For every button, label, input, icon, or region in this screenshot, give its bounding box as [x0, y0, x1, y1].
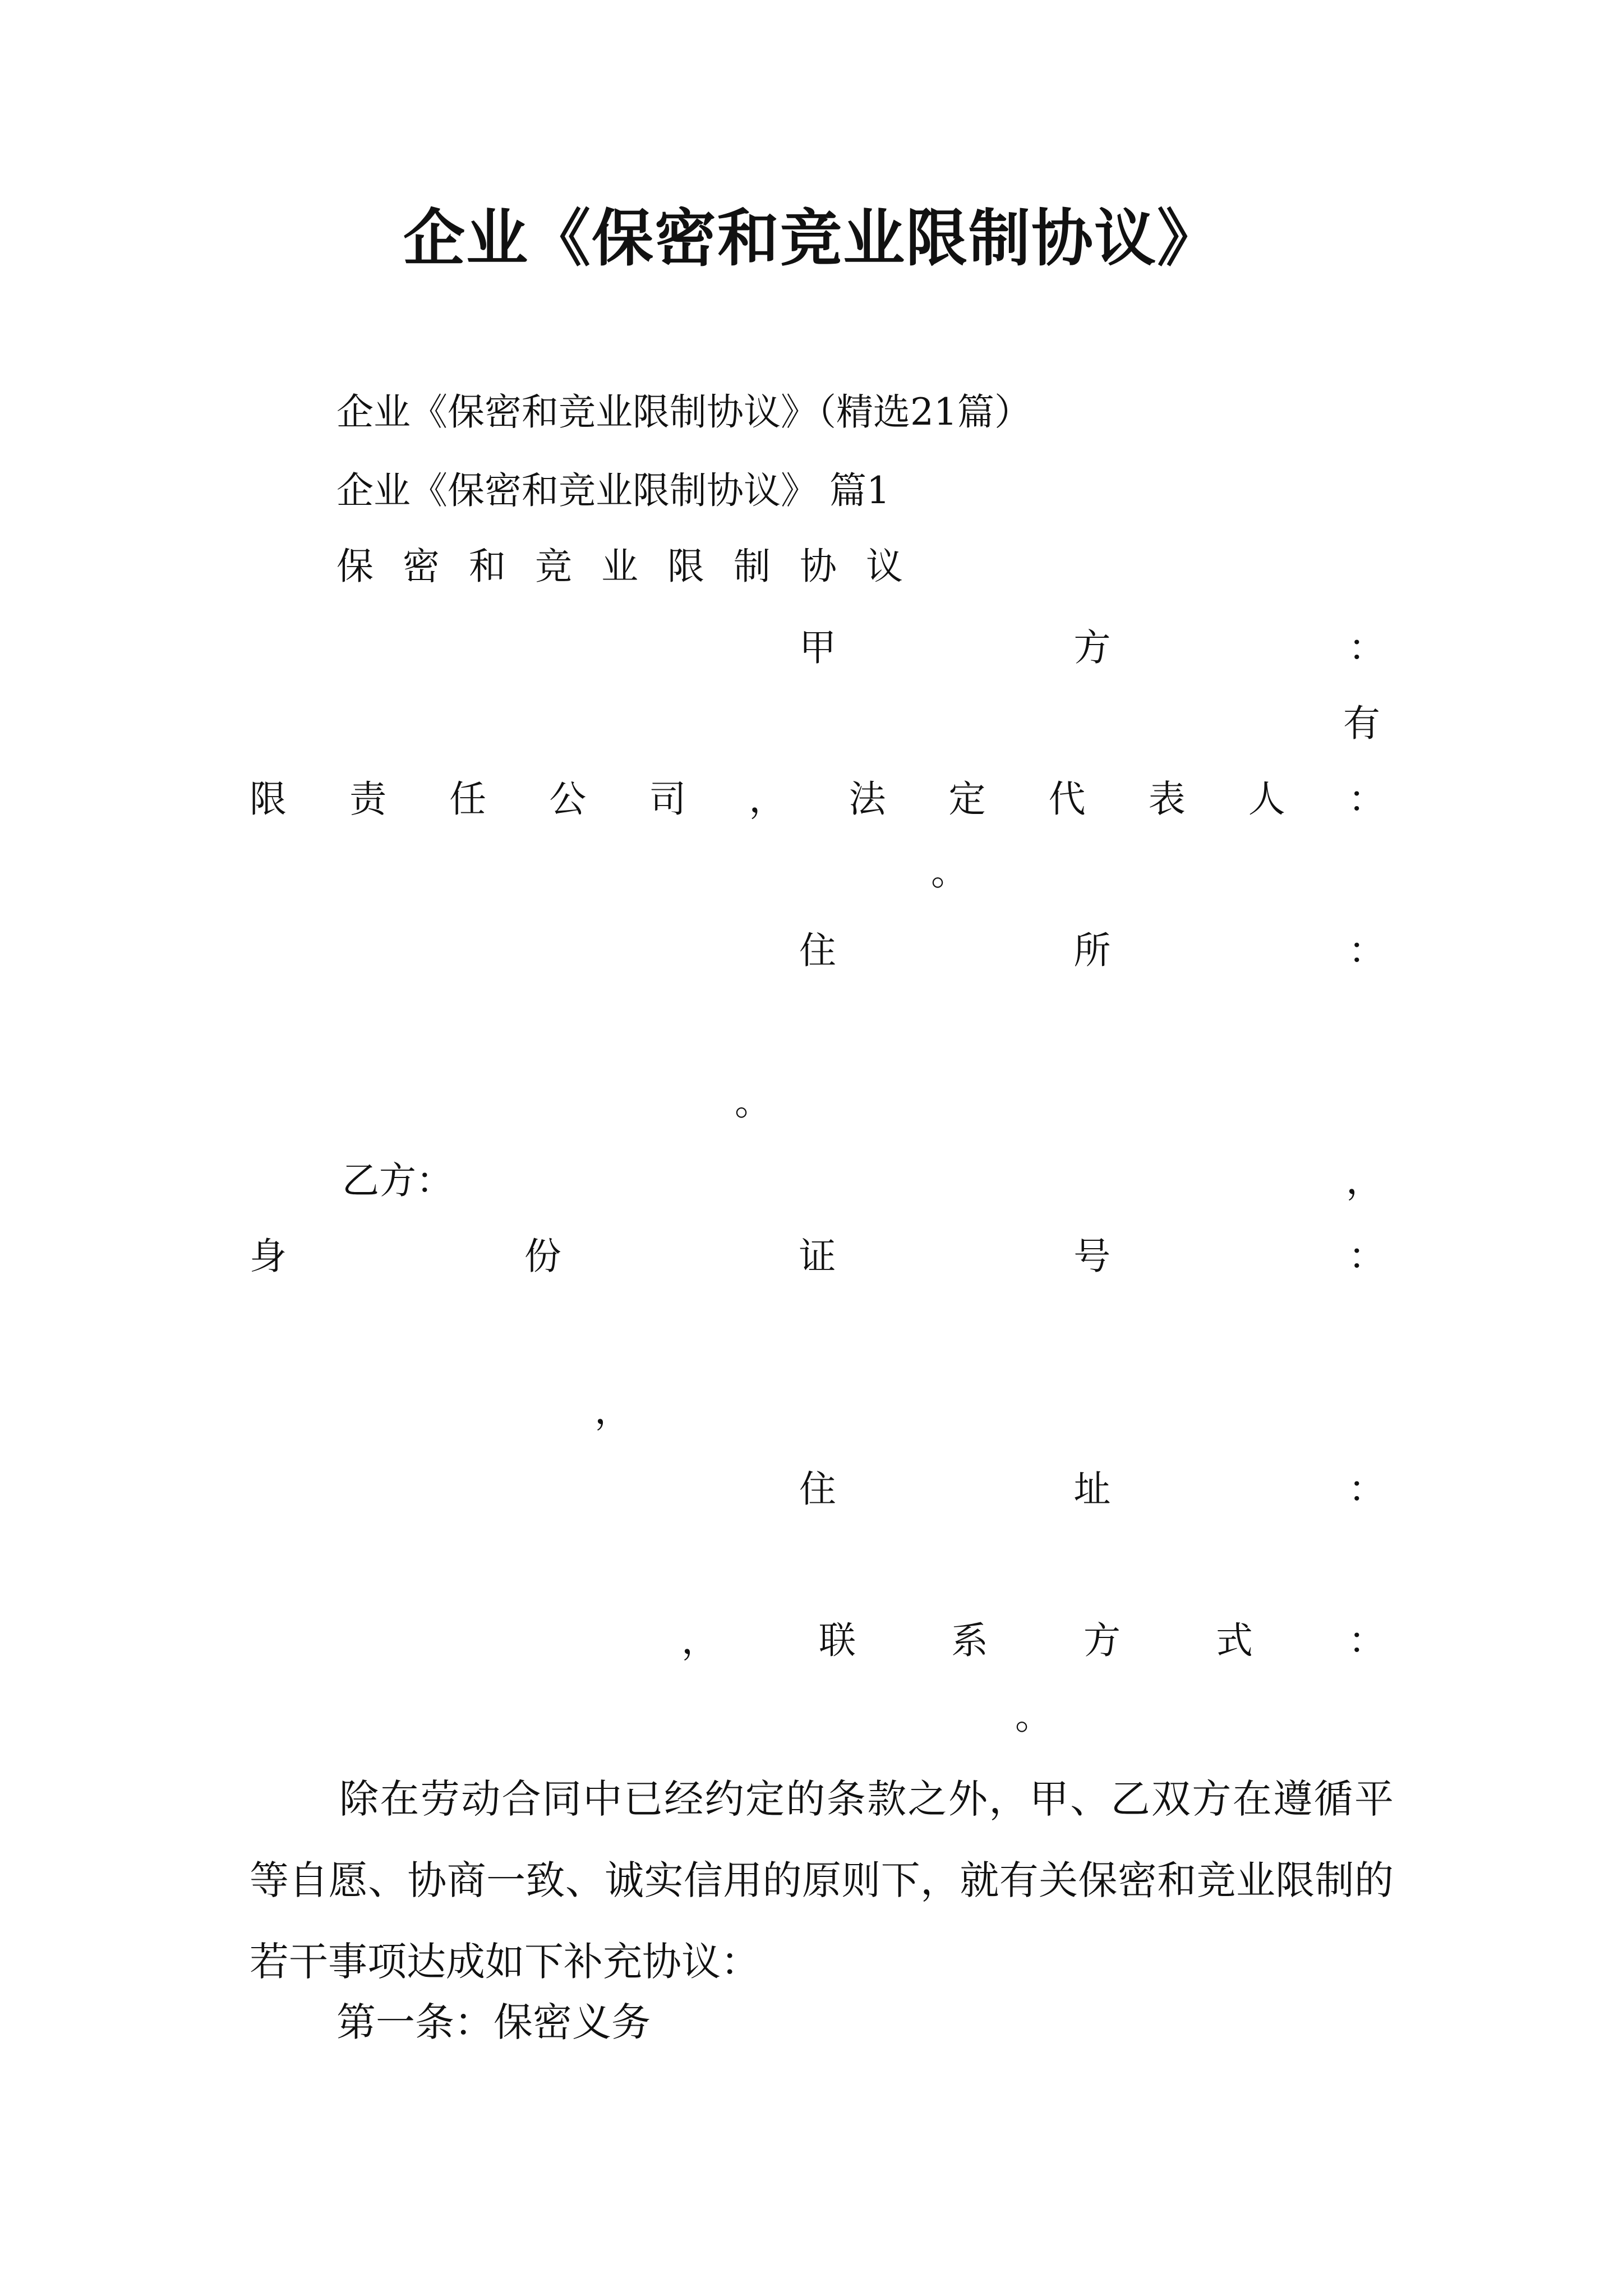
party-b-label: 乙方： — [342, 1159, 453, 1202]
company-char: 人 — [1248, 777, 1285, 821]
id-char: 号 — [1073, 1235, 1111, 1278]
id-char: 份 — [524, 1235, 561, 1278]
id-char: 身 — [250, 1235, 287, 1278]
company-char: 代 — [1048, 777, 1086, 821]
address-char: ： — [1348, 929, 1385, 972]
subtitle-selection: 企业《保密和竞业限制协议》（精选21篇） — [336, 390, 1031, 434]
address-char: 住 — [799, 1467, 836, 1511]
contact-char: 系 — [951, 1619, 988, 1662]
address-char: 住 — [799, 929, 836, 972]
heading-char: 业 — [601, 545, 638, 588]
contact-label — [819, 1616, 1385, 1666]
article-heading: 第一条：保密义务 — [336, 1999, 651, 2045]
comma-mark: ， — [1346, 1159, 1383, 1202]
period-mark: 。 — [735, 1080, 772, 1124]
agreement-heading — [336, 541, 903, 592]
company-char: 司 — [649, 777, 686, 821]
comma-mark: ， — [594, 1389, 631, 1432]
company-char: ： — [1348, 777, 1385, 821]
heading-char: 议 — [866, 545, 903, 588]
id-number-label — [250, 1231, 1385, 1282]
comma-mark: ， — [681, 1619, 718, 1662]
company-char: 定 — [948, 777, 986, 821]
subtitle-article: 企业《保密和竞业限制协议》 篇1 — [336, 469, 890, 512]
company-char: 表 — [1148, 777, 1186, 821]
contact-char: 方 — [1083, 1619, 1121, 1662]
party-a-address-label — [799, 926, 1385, 976]
heading-char: 密 — [403, 545, 440, 588]
period-mark: 。 — [931, 850, 968, 894]
heading-char: 限 — [667, 545, 704, 588]
heading-char: 竞 — [535, 545, 572, 588]
body-paragraph: 除在劳动合同中已经约定的条款之外，甲、乙双方在遵循平等自愿、协商一致、诚实信用的原则下，就有关保密和竞业限制的若干事项达成如下补充协议： — [250, 1776, 1394, 1985]
company-representative-line — [250, 774, 1385, 825]
party-b-address-label — [799, 1464, 1385, 1515]
contact-char: ： — [1348, 1619, 1385, 1662]
id-char: ： — [1348, 1235, 1385, 1278]
address-char: ： — [1348, 1467, 1385, 1511]
company-char: 任 — [449, 777, 487, 821]
page-title: 企业《保密和竞业限制协议》 — [403, 202, 1220, 274]
party-a-label — [799, 623, 1385, 673]
company-char: 公 — [549, 777, 587, 821]
company-char: 责 — [349, 777, 387, 821]
company-char: 法 — [849, 777, 886, 821]
heading-char: 协 — [800, 545, 837, 588]
contact-char: 联 — [819, 1619, 856, 1662]
period-mark: 。 — [1015, 1695, 1052, 1738]
party-a-char: ： — [1348, 626, 1385, 669]
heading-char: 保 — [336, 545, 374, 588]
heading-char: 和 — [469, 545, 506, 588]
company-suffix-first: 有 — [1343, 702, 1380, 745]
company-char: 限 — [250, 777, 287, 821]
address-char: 址 — [1073, 1467, 1111, 1511]
contact-char: 式 — [1216, 1619, 1253, 1662]
id-char: 证 — [799, 1235, 836, 1278]
heading-char: 制 — [734, 545, 771, 588]
address-char: 所 — [1073, 929, 1111, 972]
party-a-char: 方 — [1073, 626, 1111, 669]
company-char: ， — [749, 777, 786, 821]
party-a-char: 甲 — [799, 626, 836, 669]
